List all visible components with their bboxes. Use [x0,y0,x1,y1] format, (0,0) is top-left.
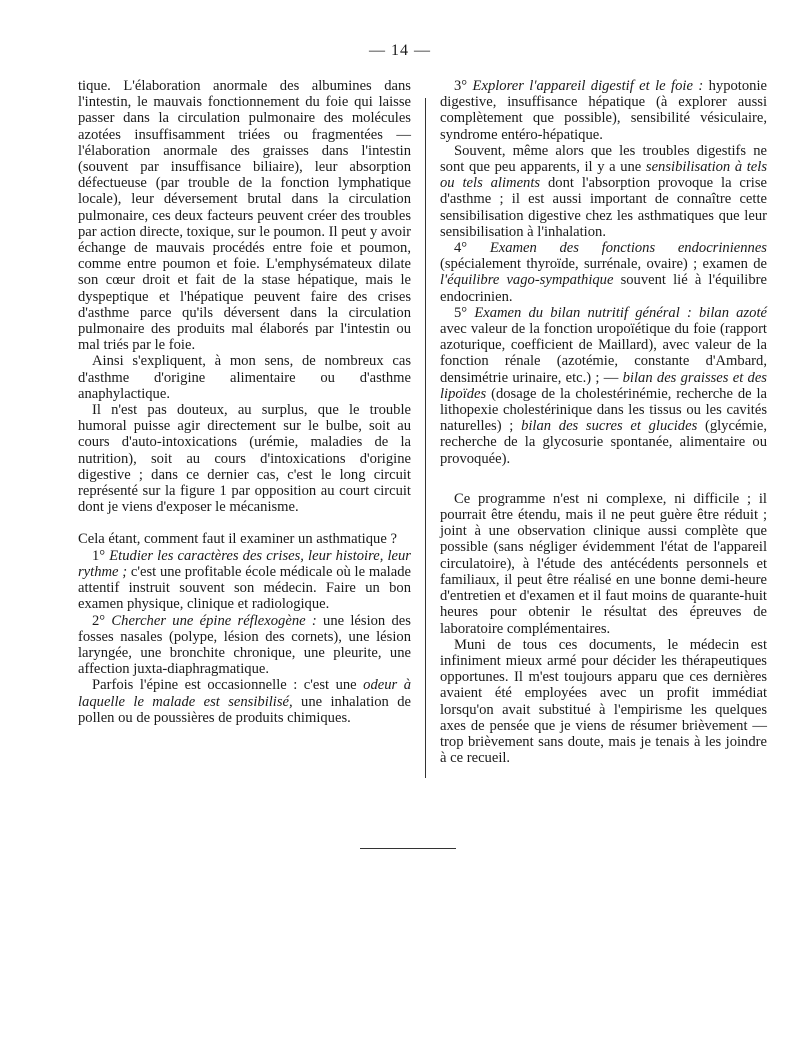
paragraph [440,143,767,240]
item-text: avec valeur de la fonction uropoïétique du foie (rapport azoturique, coefficient de Maillard), avec valeur de la fonction rénale (azotémie, constante d'Ambard, densimétrie urinaire, etc.) ; — [440,321,767,386]
item-heading: Examen du bilan nutritif général : bilan azoté [474,304,767,321]
item-number: 3° [454,78,473,94]
page-number: — 14 — [369,42,431,59]
text-run: Parfois l'épine est occasionnelle : c'est une [92,677,364,694]
item-heading: Chercher une épine réflexogène : [111,612,317,629]
text-run: Souvent, même alors que les troubles digestifs ne sont que peu apparents, il y a une [440,142,767,176]
list-item [78,548,411,613]
item-number: 4° [454,240,490,257]
emphasis: l'équilibre vago-sympathique [440,272,614,289]
emphasis: bilan des sucres et glucides [521,418,698,435]
item-text: (spécialement thyroïde, surrénale, ovaire) ; examen de [440,256,767,273]
right-column [440,78,767,766]
item-text: (glycémie, recherche de la glycosurie spontanée, alimentaire ou provoquée). [440,418,767,467]
list-item [78,613,411,678]
paragraph: Ce programme n'est ni complexe, ni difficile ; il pourrait être étendu, mais il ne peut guère être réduit ; joint à une observation clinique aussi complète que possible (sans négliger évidemment l'état de l'appareil circulatoire), à l'étude des antécédents personnels et familiaux, il peut être réalisé en une bonne demi-heure d'entretien et d'examen et il faut moins de quarante-huit heures pour obtenir le résultat des épreuves de laboratoire complémentaires. [440,490,767,637]
text-run: dont l'absorption provoque la crise d'asthme ; il est aussi important de connaître cette sensibilisation digestive chez les asthmatiques que leur sensibilisation à l'inhalation. [440,175,767,240]
item-text: une lésion des fosses nasales (polype, lésion des cornets), une lésion laryngée, une bronchite chronique, une pleurite, une affection juxta-diaphragmatique. [78,612,411,678]
item-heading: Explorer l'appareil digestif et le foie : [472,78,704,94]
paragraph: Il n'est pas douteux, au surplus, que le trouble humoral puisse agir directement sur le bulbe, soit au cours d'auto-intoxications (urémie, maladies de la nutrition), soit au cours d'intoxications d'origine digestive ; dans ce dernier cas, c'est le long circuit représenté sur la figure 1 par opposition au court circuit dont je viens d'exposer le mécanisme. [78,402,411,516]
list-item [440,240,767,305]
list-item [440,305,767,467]
footer-rule [360,848,456,849]
text-run: une inhalation de pollen ou de poussières de produits chimiques. [78,693,411,726]
paragraph: Ainsi s'expliquent, à mon sens, de nombreux cas d'asthme d'origine alimentaire ou d'asthme anaphylactique. [78,353,411,402]
item-heading: Examen des fonctions endocriniennes [489,240,767,257]
item-text: c'est une profitable école médicale où le malade attentif instruit souvent son médecin. Faire un bon examen physique, clinique et radiologique. [78,563,411,613]
emphasis: bilan des graisses et des lipoïdes [440,369,767,402]
paragraph [78,677,411,726]
list-item [440,78,767,143]
item-number: 2° [92,612,112,629]
left-column [78,78,411,726]
item-number: 1° [92,547,110,564]
item-text: souvent lié à l'équilibre endocrinien. [440,272,767,305]
paragraph: Cela étant, comment faut il examiner un asthmatique ? [78,531,397,548]
item-number: 5° [454,304,475,321]
paragraph: tique. L'élaboration anormale des albumines dans l'intestin, le mauvais fonctionnement du foie qui laisse passer dans la circulation pulmonaire des molécules azotées insuffisamment triées ou fragmentées — l'élaboration anormale des graisses dans l'intestin (souvent par insuffisance biliaire), leur absorption défectueuse (par trouble de la fonction lymphatique locale), leur déversement brutal dans la circulation pulmonaire, ces deux facteurs peuvent créer des troubles par action directe, toxique, sur le poumon. Il peut y avoir échange de mauvais procédés entre foie et poumon, comme entre poumon et foie. L'emphysémateux dilate son cœur droit et fait de la stase hépatique, mais le dyspeptique et l'hépatique peuvent faire des crises d'asthme parce qu'ils déversent dans la circulation pulmonaire des produits mal élaborés par l'intestin ou mal triés par le foie. [78,78,411,354]
emphasis: odeur à laquelle le malade est sensibilisé, [78,677,411,710]
paragraph: Muni de tous ces documents, le médecin est infiniment mieux armé pour décider les thérapeutiques opportunes. Il m'est toujours apparu que ces dernières avaient été employées avec un profit immédiat lorsqu'on avait substitué à l'empirisme les quelques axes de pensée que je viens de résumer brièvement — trop brièvement sans doute, mais je tenais à les joindre à ce recueil. [440,636,767,767]
item-text: hypotonie digestive, insuffisance hépatique (à explorer aussi complètement que possible), sensibilité vésiculaire, syndrome entéro-hépatique. [440,78,767,143]
emphasis: sensibilisation à tels ou tels aliments [440,159,768,192]
item-heading: Etudier les caractères des crises, leur histoire, leur rythme ; [78,547,411,580]
column-divider [425,98,426,778]
item-text: (dosage de la cholestérinémie, recherche de la lithopexie cholestérinique dans les tissus ou les cavités naturelles) ; [440,385,767,435]
